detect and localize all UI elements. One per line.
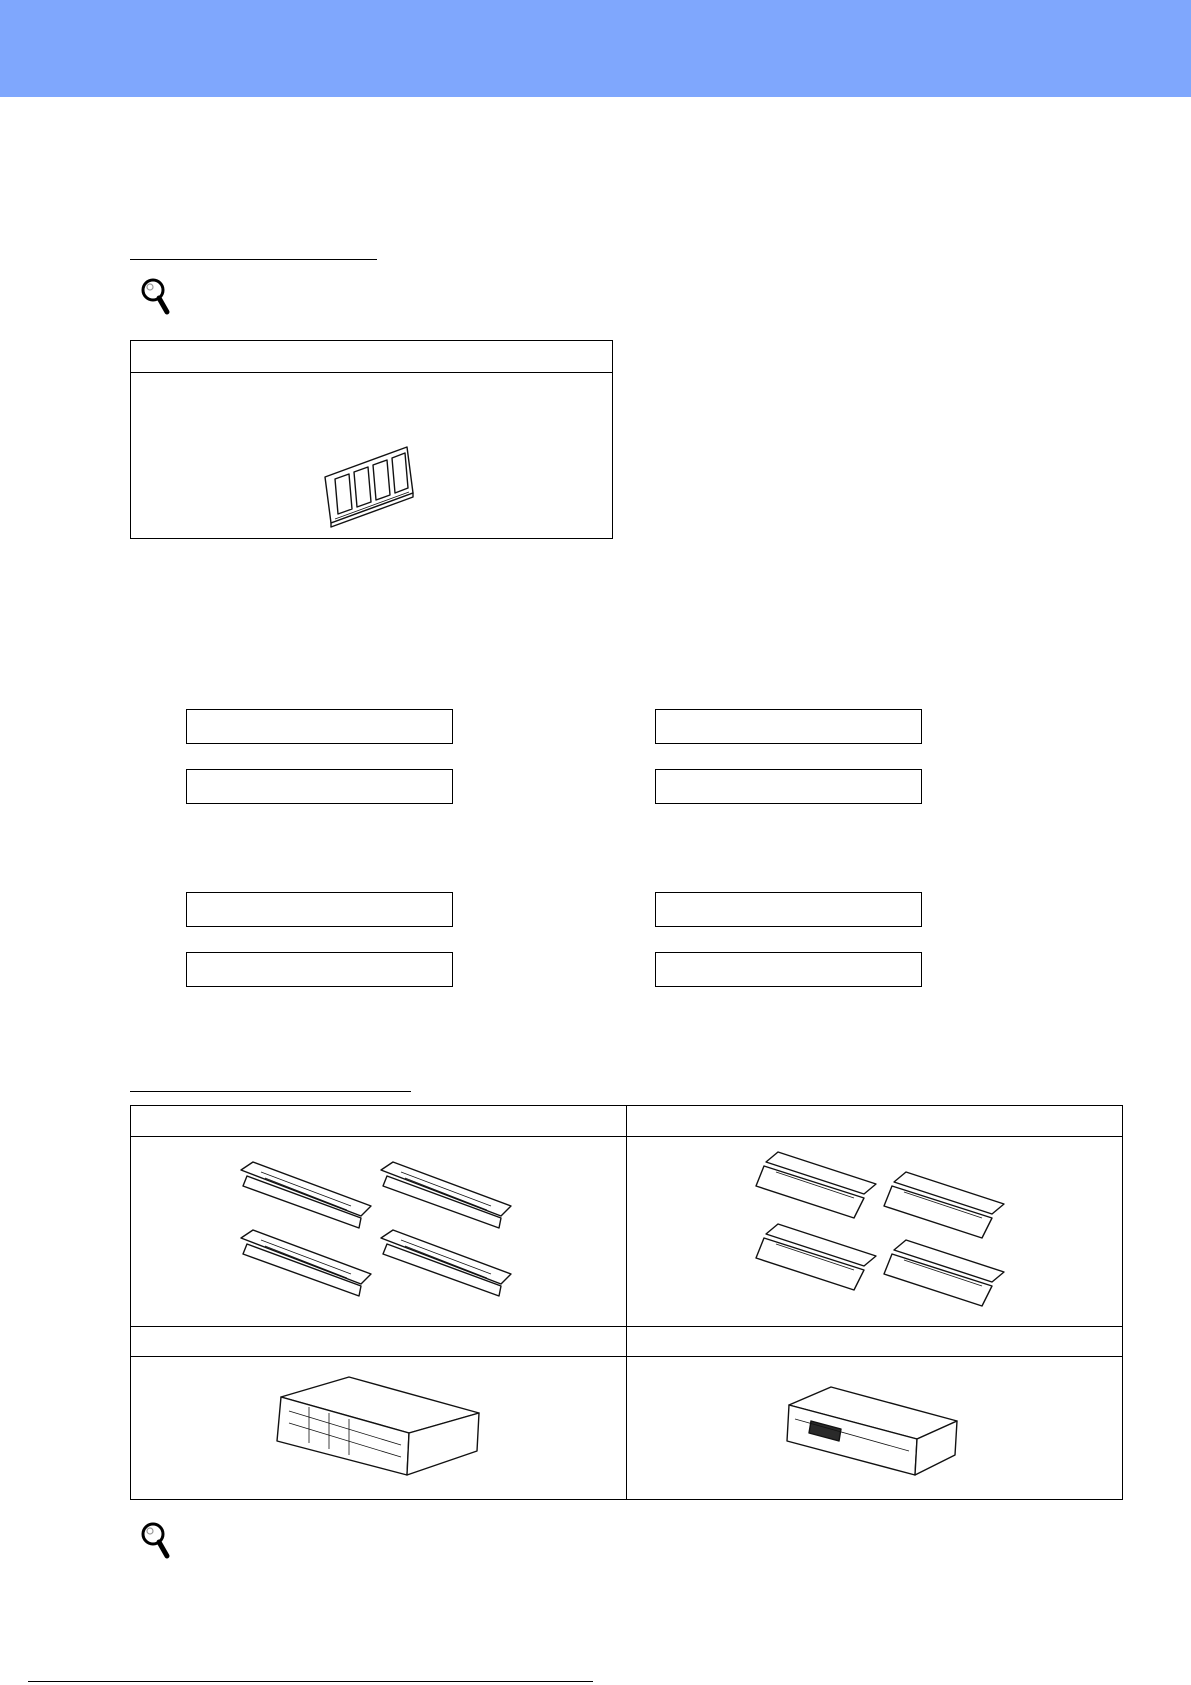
magnifier-icon — [138, 1520, 172, 1562]
form-field-8[interactable] — [655, 952, 922, 987]
memory-module-icon — [321, 441, 421, 531]
footer-rule — [28, 1681, 593, 1682]
memory-box-title-row — [131, 341, 612, 373]
table-row-rule — [131, 1326, 1122, 1327]
drum-units-icon — [736, 1146, 1016, 1316]
table-row-rule — [131, 1356, 1122, 1357]
table-row-rule — [131, 1136, 1122, 1137]
toner-cartridges-icon — [231, 1156, 521, 1316]
magnifier-icon — [138, 276, 172, 318]
form-field-1[interactable] — [186, 709, 453, 744]
form-field-3[interactable] — [186, 769, 453, 804]
belt-unit-icon — [269, 1371, 489, 1486]
consumables-table — [130, 1105, 1123, 1500]
table-column-divider — [626, 1106, 627, 1499]
waste-toner-box-icon — [781, 1381, 961, 1481]
consumables-heading-rule — [130, 1091, 411, 1092]
form-field-2[interactable] — [655, 709, 922, 744]
form-field-5[interactable] — [186, 892, 453, 927]
header-band — [0, 0, 1191, 97]
memory-heading-rule — [130, 259, 377, 260]
form-field-6[interactable] — [655, 892, 922, 927]
form-field-4[interactable] — [655, 769, 922, 804]
memory-box — [130, 340, 613, 539]
form-field-7[interactable] — [186, 952, 453, 987]
